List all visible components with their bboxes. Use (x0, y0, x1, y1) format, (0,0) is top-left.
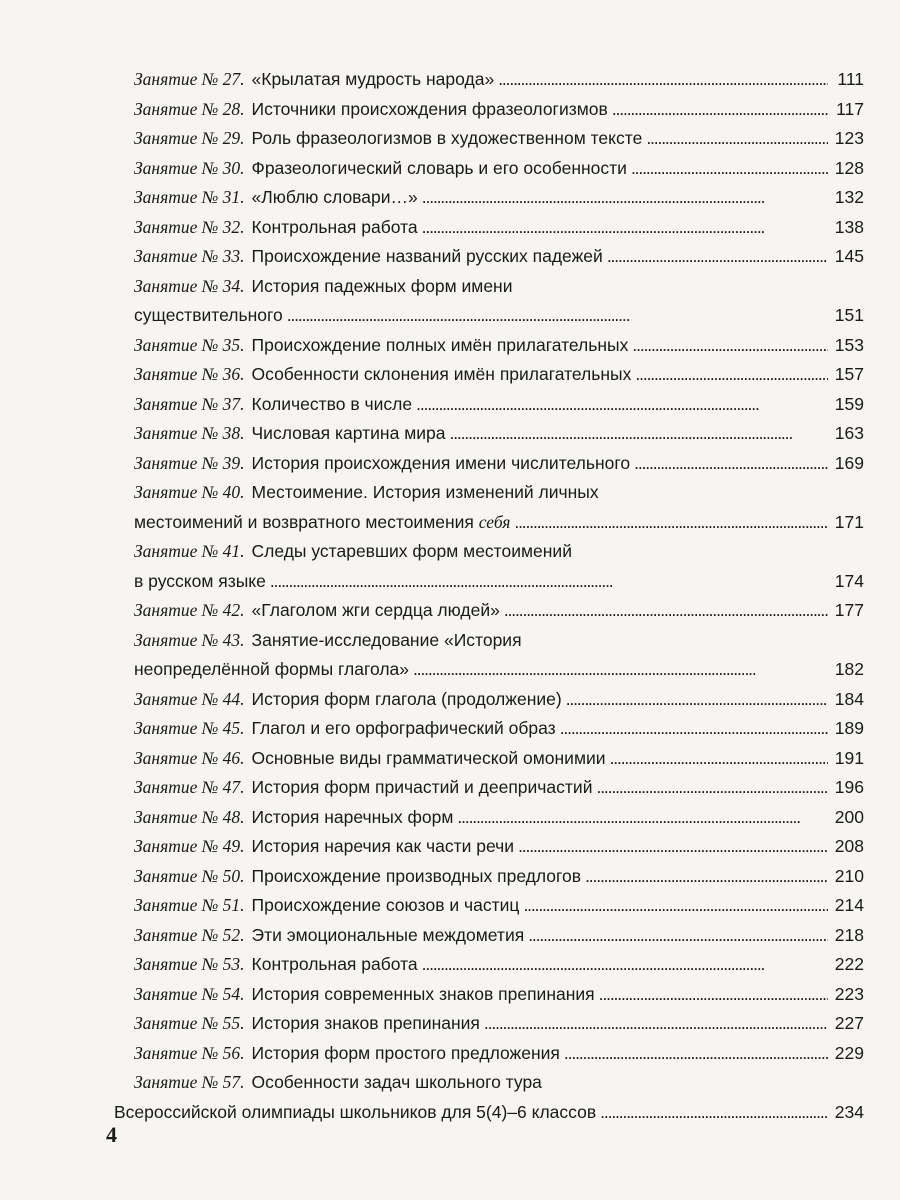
entry-page-number: 132 (834, 187, 864, 207)
entry-title: Происхождение названий русских падежей (251, 246, 603, 266)
entry-title-continued: в русском языке (134, 570, 266, 591)
dot-leader (599, 980, 828, 1010)
toc-entry-line (134, 537, 864, 567)
entry-title: Эти эмоциональные междометия (251, 924, 525, 945)
toc-entry-line (134, 1039, 864, 1069)
entry-label: Занятие № 30. (134, 157, 245, 178)
entry-page-number: 157 (834, 364, 864, 384)
entry-title-continued: Всероссийской олимпиады школьников для 5(4)–6 классов (114, 1101, 597, 1122)
entry-page-number: 128 (834, 157, 864, 178)
entry-label: Занятие № 40. (134, 482, 245, 502)
toc-entry-line (134, 832, 864, 862)
toc-entry (134, 272, 864, 331)
entry-label: Занятие № 56. (134, 1042, 245, 1063)
entry-label: Занятие № 43. (134, 629, 245, 650)
toc-entry (134, 685, 864, 715)
dot-leader (635, 360, 828, 390)
entry-page-number: 189 (834, 718, 864, 738)
entry-label: Занятие № 37. (134, 393, 245, 414)
entry-label: Занятие № 27. (134, 69, 245, 89)
entry-label: Занятие № 44. (134, 688, 245, 709)
entry-title: Занятие-исследование «История (251, 629, 522, 650)
toc-entry-line (134, 773, 864, 803)
entry-label: Занятие № 31. (134, 187, 245, 207)
toc-entry-line (134, 921, 864, 951)
entry-title: История форм глагола (продолжение) (251, 688, 562, 709)
entry-title: История форм причастий и деепричастий (251, 777, 593, 797)
entry-title: Происхождение производных предлогов (251, 865, 582, 886)
toc-entry-line (134, 154, 864, 184)
toc-entry (134, 390, 864, 420)
entry-label: Занятие № 54. (134, 983, 245, 1004)
toc-entry (134, 242, 864, 272)
toc-entry (134, 980, 864, 1010)
entry-label: Занятие № 53. (134, 954, 245, 974)
toc-entry (134, 744, 864, 774)
toc-entry (134, 124, 864, 154)
entry-title: Местоимение. История изменений личных (251, 482, 599, 502)
entry-title: История наречия как части речи (251, 836, 515, 856)
entry-page-number: 177 (834, 600, 864, 620)
toc-entry-line (134, 980, 864, 1010)
toc-entry (134, 832, 864, 862)
entry-title: История современных знаков препинания (251, 983, 595, 1004)
entry-label: Занятие № 52. (134, 924, 245, 945)
entry-title: Числовая картина мира (251, 423, 446, 443)
entry-title: Глагол и его орфографический образ (251, 718, 556, 738)
dot-leader (600, 1098, 828, 1128)
dot-leader (646, 124, 828, 154)
entry-page-number: 111 (837, 69, 864, 89)
toc-entry (134, 331, 864, 361)
entry-label: Занятие № 39. (134, 452, 245, 473)
entry-title: История знаков препинания (251, 1013, 480, 1033)
toc-entry-line (134, 124, 864, 154)
toc-entry-line (134, 213, 864, 243)
entry-label: Занятие № 32. (134, 216, 245, 237)
toc-entry (134, 419, 864, 449)
toc-entry (134, 183, 864, 213)
entry-page-number: 117 (836, 98, 864, 119)
toc-entry-line (134, 714, 864, 744)
entry-page-number: 182 (834, 659, 864, 679)
toc-entry (134, 862, 864, 892)
entry-page-number: 174 (834, 570, 864, 591)
toc-entry-line (134, 950, 864, 980)
toc-entry (114, 1068, 864, 1127)
dot-leader (287, 301, 828, 331)
dot-leader (457, 803, 828, 833)
entry-title: Количество в числе (251, 393, 413, 414)
toc-entry-line (134, 390, 864, 420)
entry-page-number: 222 (834, 954, 864, 974)
entry-label: Занятие № 36. (134, 364, 245, 384)
dot-leader (610, 744, 828, 774)
entry-page-number: 138 (834, 216, 864, 237)
entry-title: Особенности задач школьного тура (251, 1072, 542, 1092)
entry-title-continued: неопределённой формы глагола» (134, 659, 409, 679)
dot-leader (484, 1009, 828, 1039)
entry-label: Занятие № 42. (134, 600, 245, 620)
toc-entry (134, 921, 864, 951)
dot-leader (528, 921, 828, 951)
toc-entry-line (114, 1098, 864, 1128)
toc-entry-line (134, 65, 864, 95)
entry-label: Занятие № 48. (134, 806, 245, 827)
entry-title: История наречных форм (251, 806, 454, 827)
entry-title: История происхождения имени числительного (251, 452, 631, 473)
entry-label: Занятие № 35. (134, 334, 245, 355)
entry-label: Занятие № 47. (134, 777, 245, 797)
toc-entry-line (134, 419, 864, 449)
entry-title: Роль фразеологизмов в художественном тексте (251, 128, 643, 148)
dot-leader (416, 390, 828, 420)
toc-entry-line (134, 1009, 864, 1039)
toc-entry-line (134, 331, 864, 361)
dot-leader (632, 331, 828, 361)
dot-leader (564, 1039, 828, 1069)
entry-label: Занятие № 50. (134, 865, 245, 886)
entry-title: «Люблю словари…» (251, 187, 418, 207)
entry-page-number: 184 (834, 688, 864, 709)
entry-title-continued: местоимений и возвратного местоимения (134, 511, 474, 532)
dot-leader (504, 596, 828, 626)
toc-entry-line (134, 242, 864, 272)
toc-entry (134, 65, 864, 95)
entry-title: «Глаголом жги сердца людей» (251, 600, 500, 620)
entry-page-number: 145 (834, 246, 864, 266)
toc-entry (134, 1009, 864, 1039)
entry-page-number: 200 (834, 806, 864, 827)
toc-entry-line (134, 95, 864, 125)
entry-page-number: 234 (834, 1101, 864, 1122)
toc-entry (134, 1039, 864, 1069)
dot-leader (413, 655, 828, 685)
entry-title: Особенности склонения имён прилагательных (251, 364, 632, 384)
entry-page-number: 153 (834, 334, 864, 355)
toc-entry-line (134, 1068, 864, 1098)
dot-leader (631, 154, 828, 184)
entry-title: Контрольная работа (251, 954, 418, 974)
toc-entry-line (134, 183, 864, 213)
entry-title: Происхождение союзов и частиц (251, 895, 520, 915)
entry-title: Следы устаревших форм местоимений (251, 541, 572, 561)
entry-page-number: 191 (834, 747, 864, 768)
entry-label: Занятие № 28. (134, 98, 245, 119)
toc-entry (134, 95, 864, 125)
entry-page-number: 223 (834, 983, 864, 1004)
dot-leader (518, 832, 828, 862)
toc-entry-line (134, 567, 864, 597)
entry-page-number: 159 (834, 393, 864, 414)
entry-label: Занятие № 29. (134, 128, 245, 148)
toc-entry (134, 449, 864, 479)
toc-entry (134, 478, 864, 537)
toc-entry (134, 803, 864, 833)
entry-page-number: 196 (834, 777, 864, 797)
toc-entry-line (134, 744, 864, 774)
entry-page-number: 210 (834, 865, 864, 886)
toc-entry (134, 891, 864, 921)
toc-entry-line (134, 449, 864, 479)
dot-leader (422, 213, 828, 243)
entry-label: Занятие № 38. (134, 423, 245, 443)
entry-title: Источники происхождения фразеологизмов (251, 98, 608, 119)
toc-entry (134, 537, 864, 596)
entry-label: Занятие № 49. (134, 836, 245, 856)
toc-entry (134, 950, 864, 980)
dot-leader (612, 95, 828, 125)
entry-title: Контрольная работа (251, 216, 418, 237)
dot-leader (607, 242, 828, 272)
dot-leader (634, 449, 828, 479)
dot-leader (498, 65, 828, 95)
entry-label: Занятие № 34. (134, 275, 245, 296)
toc-entry-line (134, 655, 864, 685)
entry-label: Занятие № 33. (134, 246, 245, 266)
dot-leader (523, 891, 828, 921)
toc-entry-line (134, 272, 864, 302)
toc-entry (134, 626, 864, 685)
entry-title: История форм простого предложения (251, 1042, 560, 1063)
dot-leader (270, 567, 828, 597)
toc-entry (134, 360, 864, 390)
entry-label: Занятие № 45. (134, 718, 245, 738)
toc-entry-line (134, 301, 864, 331)
entry-page-number: 151 (834, 305, 864, 325)
table-of-contents (114, 65, 864, 1127)
entry-title-emphasis: себя (478, 511, 511, 532)
entry-page-number: 208 (834, 836, 864, 856)
dot-leader (566, 685, 828, 715)
entry-label: Занятие № 57. (134, 1072, 245, 1092)
entry-page-number: 163 (834, 423, 864, 443)
entry-title: Происхождение полных имён прилагательных (251, 334, 629, 355)
dot-leader (449, 419, 828, 449)
entry-page-number: 214 (834, 895, 864, 915)
toc-entry-line (134, 596, 864, 626)
entry-page-number: 169 (834, 452, 864, 473)
entry-page-number: 218 (834, 924, 864, 945)
toc-entry-line (134, 626, 864, 656)
entry-label: Занятие № 46. (134, 747, 245, 768)
toc-entry-line (134, 803, 864, 833)
entry-title: «Крылатая мудрость народа» (251, 69, 495, 89)
entry-title: История падежных форм имени (251, 275, 513, 296)
toc-entry (134, 773, 864, 803)
entry-page-number: 123 (834, 128, 864, 148)
toc-entry (134, 154, 864, 184)
entry-title-continued: существительного (134, 305, 283, 325)
dot-leader (585, 862, 828, 892)
dot-leader (560, 714, 828, 744)
entry-page-number: 171 (834, 511, 864, 532)
dot-leader (422, 950, 828, 980)
entry-label: Занятие № 51. (134, 895, 245, 915)
page-number: 4 (106, 1122, 117, 1147)
dot-leader (422, 183, 828, 213)
dot-leader (514, 508, 828, 538)
toc-entry (134, 596, 864, 626)
entry-title: Основные виды грамматической омонимии (251, 747, 606, 768)
toc-entry-line (134, 508, 864, 538)
toc-entry-line (134, 685, 864, 715)
toc-entry-line (134, 862, 864, 892)
entry-label: Занятие № 55. (134, 1013, 245, 1033)
dot-leader (596, 773, 828, 803)
entry-label: Занятие № 41. (134, 541, 245, 561)
toc-entry (134, 213, 864, 243)
entry-page-number: 227 (834, 1013, 864, 1033)
entry-page-number: 229 (834, 1042, 864, 1063)
toc-entry-line (134, 891, 864, 921)
toc-entry-line (134, 478, 864, 508)
toc-entry-line (134, 360, 864, 390)
entry-title: Фразеологический словарь и его особенности (251, 157, 627, 178)
toc-entry (134, 714, 864, 744)
